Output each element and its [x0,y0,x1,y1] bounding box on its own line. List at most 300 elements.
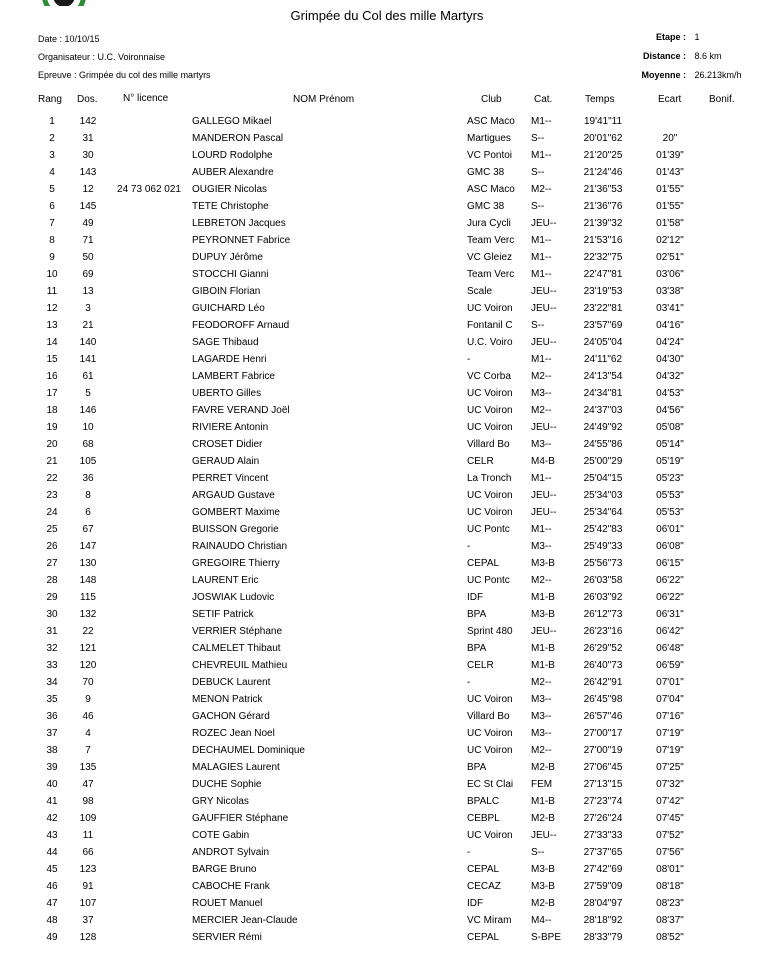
cell-dos: 143 [79,167,97,178]
col-temps: Temps [585,94,615,105]
cell-dos: 128 [79,932,97,943]
cell-rang: 40 [46,779,58,790]
table-row [0,148,774,165]
cell-nom: PERRET Vincent [192,473,269,484]
table-row [0,862,774,879]
cell-cat: JEU-- [531,830,557,841]
cell-nom: GOMBERT Maxime [192,507,280,518]
table-row [0,777,774,794]
cell-cat: S-- [531,847,545,858]
cell-ecart: 07'19" [656,728,684,739]
cell-temps: 25'34"03 [583,490,623,501]
cell-cat: JEU-- [531,303,557,314]
cell-ecart: 04'56" [656,405,684,416]
cell-rang: 28 [46,575,58,586]
cell-dos: 66 [82,847,94,858]
cell-ecart: 01'55" [656,184,684,195]
cell-dos: 69 [82,269,94,280]
cell-ecart: 01'55" [656,201,684,212]
cell-rang: 27 [46,558,58,569]
cell-dos: 49 [82,218,94,229]
cell-dos: 105 [79,456,97,467]
distance-value: 8.6 km [694,51,722,61]
cell-nom: ARGAUD Gustave [192,490,275,501]
cell-club: CELR [467,660,494,671]
cell-ecart: 04'30" [656,354,684,365]
cell-club: Villard Bo [467,711,510,722]
cell-temps: 28'18"92 [583,915,623,926]
cell-cat: S-- [531,201,545,212]
cell-ecart: 03'06" [656,269,684,280]
cell-dos: 91 [82,881,94,892]
cell-nom: FAVRE VERAND Joël [192,405,290,416]
cell-dos: 115 [80,592,96,603]
cell-ecart: 08'52" [656,932,684,943]
cell-dos: 50 [82,252,94,263]
cell-ecart: 04'24" [656,337,684,348]
table-row [0,913,774,930]
cell-temps: 26'12"73 [583,609,623,620]
cell-rang: 37 [46,728,58,739]
cell-cat: M1-- [531,235,552,246]
table-row [0,233,774,250]
cell-cat: M4-B [531,456,555,467]
cell-rang: 38 [46,745,58,756]
cell-club: GMC 38 [467,167,505,178]
cell-cat: M2-B [531,813,555,824]
cell-ecart: 08'37" [656,915,684,926]
cell-dos: 130 [79,558,97,569]
table-row [0,301,774,318]
cell-club: - [467,677,471,688]
cell-temps: 24'34"81 [583,388,623,399]
cell-cat: M1-B [531,592,555,603]
cell-dos: 3 [85,303,91,314]
cell-temps: 25'56"73 [583,558,623,569]
table-row [0,352,774,369]
cell-nom: UBERTO Gilles [192,388,262,399]
table-row [0,488,774,505]
cell-nom: RAINAUDO Christian [192,541,288,552]
cell-nom: CALMELET Thibaut [192,643,281,654]
cell-dos: 71 [82,235,94,246]
cell-temps: 25'00"29 [583,456,623,467]
cell-ecart: 06'31" [656,609,684,620]
cell-nom: MENON Patrick [192,694,263,705]
cell-dos: 7 [85,745,91,756]
col-nom: NOM Prénom [293,94,355,105]
col-ecart: Ecart [658,94,682,105]
cell-dos: 30 [82,150,94,161]
cell-dos: 11 [82,830,94,841]
cell-temps: 19'41"11 [583,116,623,127]
cell-temps: 24'05"04 [583,337,623,348]
cell-rang: 23 [46,490,58,501]
cell-rang: 29 [46,592,58,603]
cell-ecart: 04'32" [656,371,684,382]
cell-nom: CROSET Didier [192,439,263,450]
cell-cat: M3-B [531,864,555,875]
table-row [0,692,774,709]
cell-rang: 4 [49,167,55,178]
cell-dos: 107 [79,898,97,909]
cell-nom: GREGOIRE Thierry [192,558,280,569]
cell-ecart: 20" [662,133,678,144]
cell-club: - [467,847,471,858]
cell-dos: 141 [79,354,97,365]
cell-cat: M2-- [531,745,552,756]
cell-ecart: 03'38" [656,286,684,297]
cell-rang: 47 [46,898,58,909]
cell-cat: M2-B [531,762,555,773]
cell-nom: BUISSON Gregorie [192,524,279,535]
cell-nom: DUCHE Sophie [192,779,262,790]
cell-temps: 24'49"92 [583,422,623,433]
cell-temps: 20'01"62 [583,133,623,144]
cell-club: Fontanil C [467,320,513,331]
cell-cat: JEU-- [531,286,557,297]
cell-temps: 23'57"69 [583,320,623,331]
cell-rang: 35 [46,694,58,705]
table-row [0,182,774,199]
cell-temps: 24'11"62 [583,354,623,365]
cell-dos: 120 [79,660,97,671]
meta-organisateur: Organisateur : U.C. Voironnaise [38,52,166,62]
cell-temps: 21'24"46 [583,167,623,178]
cell-nom: SERVIER Rémi [192,932,262,943]
cell-dos: 5 [85,388,91,399]
cell-rang: 7 [49,218,55,229]
cell-nom: RIVIERE Antonin [192,422,269,433]
cell-rang: 25 [46,524,58,535]
cell-rang: 20 [46,439,58,450]
table-row [0,471,774,488]
cell-rang: 26 [46,541,58,552]
cell-ecart: 01'39" [656,150,684,161]
table-row [0,318,774,335]
cell-rang: 22 [46,473,58,484]
cell-cat: M1-- [531,116,552,127]
cell-cat: M2-- [531,677,552,688]
cell-temps: 27'06"45 [583,762,623,773]
cell-dos: 47 [82,779,94,790]
cell-nom: ROZEC Jean Noel [192,728,275,739]
cell-club: VC Corba [467,371,511,382]
cell-temps: 25'34"64 [583,507,623,518]
table-row [0,335,774,352]
cell-club: Team Verc [467,235,515,246]
cell-temps: 21'36"53 [583,184,623,195]
cell-ecart: 05'08" [656,422,684,433]
cell-nom: DECHAUMEL Dominique [192,745,305,756]
cell-ecart: 08'23" [656,898,684,909]
cell-rang: 43 [46,830,58,841]
cell-dos: 68 [82,439,94,450]
cell-club: - [467,541,471,552]
cell-nom: LEBRETON Jacques [192,218,286,229]
cell-rang: 32 [46,643,58,654]
cell-club: VC Gleiez [467,252,513,263]
cell-dos: 22 [82,626,94,637]
cell-ecart: 05'23" [656,473,684,484]
cell-temps: 27'42"69 [583,864,623,875]
cell-ecart: 07'52" [656,830,684,841]
cell-club: CEPAL [467,864,500,875]
moyenne-value: 26.213km/h [694,70,742,80]
cell-temps: 27'26"24 [583,813,623,824]
cell-temps: 21'20"25 [583,150,623,161]
cell-rang: 44 [46,847,58,858]
table-row [0,794,774,811]
table-row [0,658,774,675]
distance-label: Distance : [642,51,686,61]
cell-cat: JEU-- [531,490,557,501]
cell-club: IDF [467,592,484,603]
cell-temps: 24'55"86 [583,439,623,450]
cell-rang: 46 [46,881,58,892]
cell-cat: M3-- [531,728,552,739]
cell-dos: 142 [79,116,97,127]
cell-club: Villard Bo [467,439,510,450]
cell-licence: 24 73 062 021 [117,184,181,195]
etape-value: 1 [694,32,700,42]
cell-temps: 21'36"76 [583,201,623,212]
cell-club: UC Voiron [467,830,513,841]
cell-dos: 145 [79,201,97,212]
cell-dos: 70 [82,677,94,688]
table-row [0,845,774,862]
table-row [0,403,774,420]
cell-rang: 31 [46,626,58,637]
cell-rang: 11 [46,286,58,297]
cell-club: UC Voiron [467,507,513,518]
table-row [0,743,774,760]
cell-club: UC Pontc [467,524,510,535]
cell-club: BPA [467,643,487,654]
cell-dos: 135 [79,762,97,773]
cell-dos: 8 [85,490,91,501]
cell-rang: 39 [46,762,58,773]
cell-dos: 9 [85,694,91,705]
cell-club: ASC Maco [467,116,515,127]
table-row [0,641,774,658]
cell-ecart: 05'14" [656,439,684,450]
cell-nom: ROUET Manuel [192,898,263,909]
cell-nom: CABOCHE Frank [192,881,270,892]
cell-dos: 147 [79,541,97,552]
cell-temps: 27'00"17 [583,728,623,739]
table-row [0,131,774,148]
cell-rang: 10 [46,269,58,280]
moyenne-label: Moyenne : [641,70,686,80]
table-row [0,267,774,284]
cell-ecart: 02'51" [656,252,684,263]
table-row [0,760,774,777]
cell-ecart: 06'59" [656,660,684,671]
cell-ecart: 07'19" [656,745,684,756]
cell-nom: GERAUD Alain [192,456,260,467]
cell-nom: GIBOIN Florian [192,286,261,297]
cell-club: IDF [467,898,484,909]
cell-temps: 24'13"54 [583,371,623,382]
cell-temps: 26'29"52 [583,643,623,654]
cell-cat: M1-B [531,643,555,654]
cell-cat: M1-- [531,354,552,365]
cell-club: UC Voiron [467,745,513,756]
cell-temps: 24'37"03 [583,405,623,416]
table-row [0,590,774,607]
cell-cat: S-- [531,320,545,331]
table-row [0,386,774,403]
cell-cat: S-- [531,167,545,178]
cell-cat: M1-- [531,252,552,263]
cell-ecart: 02'12" [656,235,684,246]
cell-ecart: 08'18" [656,881,684,892]
cell-cat: M1-B [531,796,555,807]
cell-club: VC Miram [467,915,512,926]
cell-cat: M1-- [531,150,552,161]
cell-rang: 1 [49,116,55,127]
cell-temps: 27'37"65 [583,847,623,858]
cell-nom: DEBUCK Laurent [192,677,271,688]
cell-club: Jura Cycli [467,218,511,229]
cell-dos: 140 [79,337,97,348]
cell-club: UC Voiron [467,694,513,705]
cell-rang: 33 [46,660,58,671]
cell-dos: 132 [79,609,97,620]
cell-temps: 26'03"92 [583,592,623,603]
cell-ecart: 06'08" [656,541,684,552]
cell-nom: COTE Gabin [192,830,250,841]
cell-rang: 34 [46,677,58,688]
cell-dos: 121 [79,643,97,654]
cell-temps: 25'04"15 [583,473,623,484]
cell-club: Martigues [467,133,511,144]
cell-dos: 31 [82,133,94,144]
cell-rang: 13 [46,320,58,331]
cell-temps: 26'40"73 [583,660,623,671]
cell-nom: GALLEGO Mikael [192,116,272,127]
cell-cat: M3-- [531,541,552,552]
cell-ecart: 07'25" [656,762,684,773]
cell-dos: 21 [82,320,94,331]
cell-club: Sprint 480 [467,626,513,637]
cell-dos: 148 [79,575,97,586]
cell-nom: GAUFFIER Stéphane [192,813,289,824]
cell-nom: TETE Christophe [192,201,269,212]
table-row [0,573,774,590]
table-row [0,284,774,301]
cell-nom: LOURD Rodolphe [192,150,273,161]
cell-ecart: 05'53" [656,507,684,518]
meta-distance [600,51,722,61]
table-row [0,811,774,828]
table-row [0,828,774,845]
table-row [0,556,774,573]
cell-dos: 98 [82,796,94,807]
cell-club: La Tronch [467,473,512,484]
cell-club: CEPAL [467,932,500,943]
cell-cat: M3-B [531,609,555,620]
cell-temps: 27'59"09 [583,881,623,892]
table-row [0,437,774,454]
cell-ecart: 06'01" [656,524,684,535]
cell-nom: LAURENT Eric [192,575,259,586]
cell-dos: 13 [82,286,94,297]
cell-ecart: 04'53" [656,388,684,399]
cell-club: CELR [467,456,494,467]
cell-nom: VERRIER Stéphane [192,626,283,637]
col-club: Club [481,94,502,105]
cell-cat: M3-- [531,711,552,722]
cell-ecart: 06'22" [656,592,684,603]
cell-dos: 12 [82,184,94,195]
cell-rang: 19 [46,422,58,433]
cell-club: ASC Maco [467,184,515,195]
cell-rang: 48 [46,915,58,926]
cell-cat: M3-B [531,558,555,569]
cell-ecart: 05'19" [656,456,684,467]
cell-dos: 4 [85,728,91,739]
cell-nom: JOSWIAK Ludovic [192,592,275,603]
cell-rang: 12 [46,303,58,314]
cell-club: EC St Clai [467,779,514,790]
cell-cat: S-BPE [531,932,562,943]
cell-ecart: 03'41" [656,303,684,314]
cell-rang: 42 [46,813,58,824]
cell-cat: M3-- [531,388,552,399]
cell-cat: M1-- [531,524,552,535]
cell-rang: 24 [46,507,58,518]
cell-cat: JEU-- [531,507,557,518]
cell-cat: JEU-- [531,218,557,229]
cell-temps: 22'32"75 [583,252,623,263]
cell-dos: 10 [82,422,94,433]
cell-cat: JEU-- [531,626,557,637]
cell-nom: LAGARDE Henri [192,354,267,365]
club-logo-icon [40,0,88,6]
cell-ecart: 05'53" [656,490,684,501]
cell-dos: 37 [82,915,94,926]
table-row [0,216,774,233]
etape-label: Etape : [655,32,686,42]
cell-temps: 23'19"53 [583,286,623,297]
meta-moyenne [600,70,742,80]
cell-dos: 36 [82,473,94,484]
cell-nom: GUICHARD Léo [192,303,265,314]
table-row [0,930,774,947]
table-row [0,624,774,641]
cell-ecart: 06'48" [656,643,684,654]
cell-ecart: 07'45" [656,813,684,824]
cell-temps: 28'33"79 [583,932,623,943]
cell-ecart: 07'42" [656,796,684,807]
table-row [0,896,774,913]
cell-club: UC Pontc [467,575,510,586]
cell-nom: OUGIER Nicolas [192,184,268,195]
cell-club: UC Voiron [467,422,513,433]
table-row [0,879,774,896]
cell-nom: CHEVREUIL Mathieu [192,660,288,671]
cell-cat: M2-- [531,184,552,195]
cell-ecart: 07'32" [656,779,684,790]
cell-nom: GACHON Gérard [192,711,270,722]
cell-ecart: 07'04" [656,694,684,705]
cell-club: - [467,354,471,365]
cell-cat: M3-B [531,881,555,892]
cell-nom: GRY Nicolas [192,796,249,807]
cell-nom: AUBER Alexandre [192,167,274,178]
